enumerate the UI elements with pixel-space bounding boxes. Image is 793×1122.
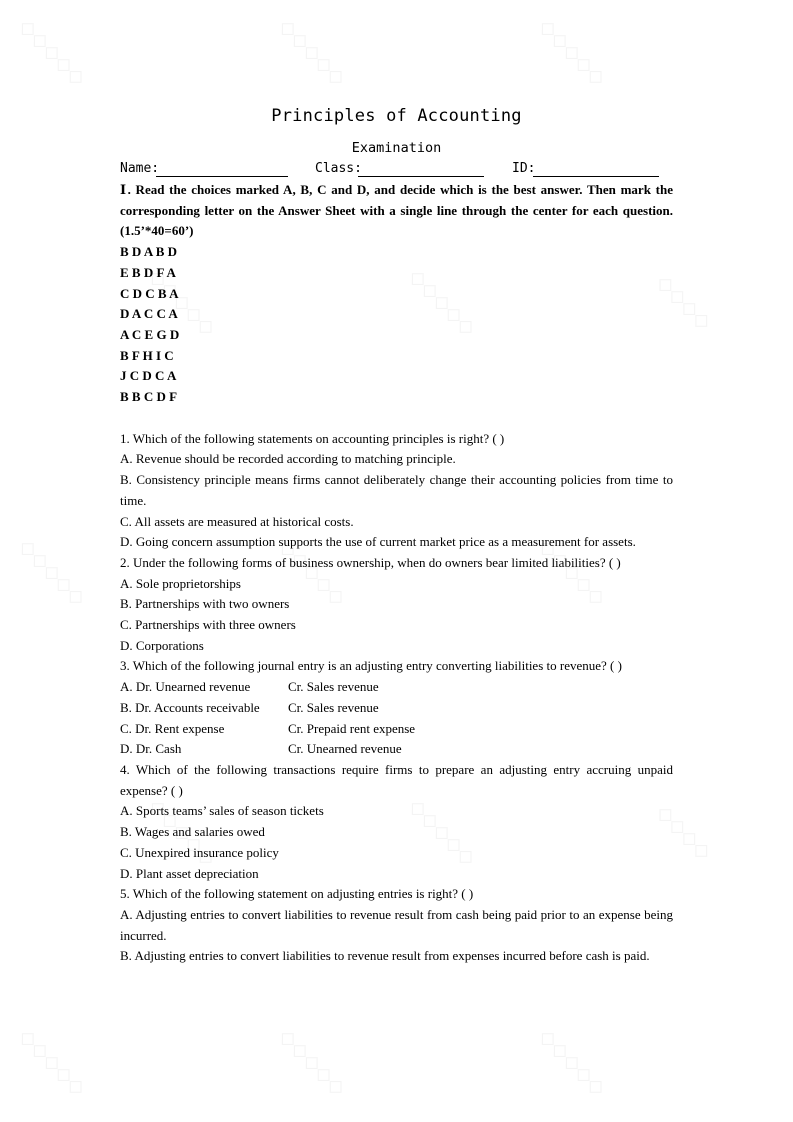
option: C. All assets are measured at historical costs. [120,513,354,529]
option: B. Partnerships with two owners [120,596,290,612]
class-label: Class: [315,161,362,176]
option: C. Unexpired insurance policy [120,844,279,860]
answer-row: J C D C A [120,368,177,384]
class-field[interactable] [358,176,484,177]
question-stem: 4. Which of the following transactions require firms to prepare an adjusting entry accruing unpaid expense? ( ) [120,761,673,798]
answer-row: B B C D F [120,389,178,405]
name-field[interactable] [156,176,288,177]
name-label: Name: [120,161,160,176]
answer-row: B F H I C [120,347,174,363]
option [120,739,673,760]
option [120,698,673,719]
watermark-mark [14,1024,92,1102]
id-label: ID: [512,161,536,176]
debit-entry: D. Dr. Cash [120,741,182,757]
option: A. Revenue should be recorded according to matching principle. [120,451,456,467]
watermark-mark [14,14,92,92]
watermark-mark [274,14,352,92]
question-stem: 5. Which of the following statement on adjusting entries is right? ( ) [120,886,474,902]
credit-entry: Cr. Sales revenue [288,679,379,695]
debit-entry: B. Dr. Accounts receivable [120,699,260,715]
option: B. Wages and salaries owed [120,824,265,840]
watermark-mark [274,1024,352,1102]
option [120,677,673,698]
question-stem: 1. Which of the following statements on accounting principles is right? ( ) [120,430,505,446]
watermark-mark [534,1024,612,1102]
document-title: Principles of Accounting [271,106,522,126]
answer-row: D A C C A [120,306,178,322]
watermark-mark [14,534,92,612]
option: B. Adjusting entries to convert liabilities to revenue result from expenses incurred before cash is paid. [120,948,650,964]
answer-row: B D A B D [120,244,178,260]
answer-row: C D C B A [120,285,179,301]
question-list [120,429,673,967]
credit-entry: Cr. Sales revenue [288,699,379,715]
credit-entry: Cr. Unearned revenue [288,741,402,757]
answer-key [120,242,673,408]
section-instructions: Ⅰ. Read the choices marked A, B, C and D, and decide which is the best answer. Then mark the corresponding letter on the Answer Sheet with a single line through the center for each question. (1.5’*40=60’) [120,182,673,239]
watermark-mark [534,14,612,92]
option: B. Consistency principle means firms cannot deliberately change their accounting policies from time to time. [120,472,673,508]
option [120,719,673,740]
exam-body [120,180,673,967]
student-info-row [120,161,680,179]
option: D. Going concern assumption supports the use of current market price as a measurement for assets. [120,534,636,550]
answer-row: E B D F A [120,264,176,280]
option: A. Sole proprietorships [120,575,241,591]
option: C. Partnerships with three owners [120,617,296,633]
debit-entry: A. Dr. Unearned revenue [120,679,251,695]
option: D. Plant asset depreciation [120,865,259,881]
option: D. Corporations [120,637,204,653]
answer-row: A C E G D [120,326,180,342]
document-subtitle: Examination [351,140,442,156]
option: A. Sports teams’ sales of season tickets [120,803,324,819]
question-stem: 3. Which of the following journal entry is an adjusting entry converting liabilities to revenue? ( ) [120,658,622,674]
option: A. Adjusting entries to convert liabilities to revenue result from cash being paid prior to an expense being incurred. [120,906,673,943]
id-field[interactable] [533,176,659,177]
credit-entry: Cr. Prepaid rent expense [288,720,416,736]
question-stem: 2. Under the following forms of business ownership, when do owners bear limited liabilities? ( ) [120,554,621,570]
debit-entry: C. Dr. Rent expense [120,720,225,736]
